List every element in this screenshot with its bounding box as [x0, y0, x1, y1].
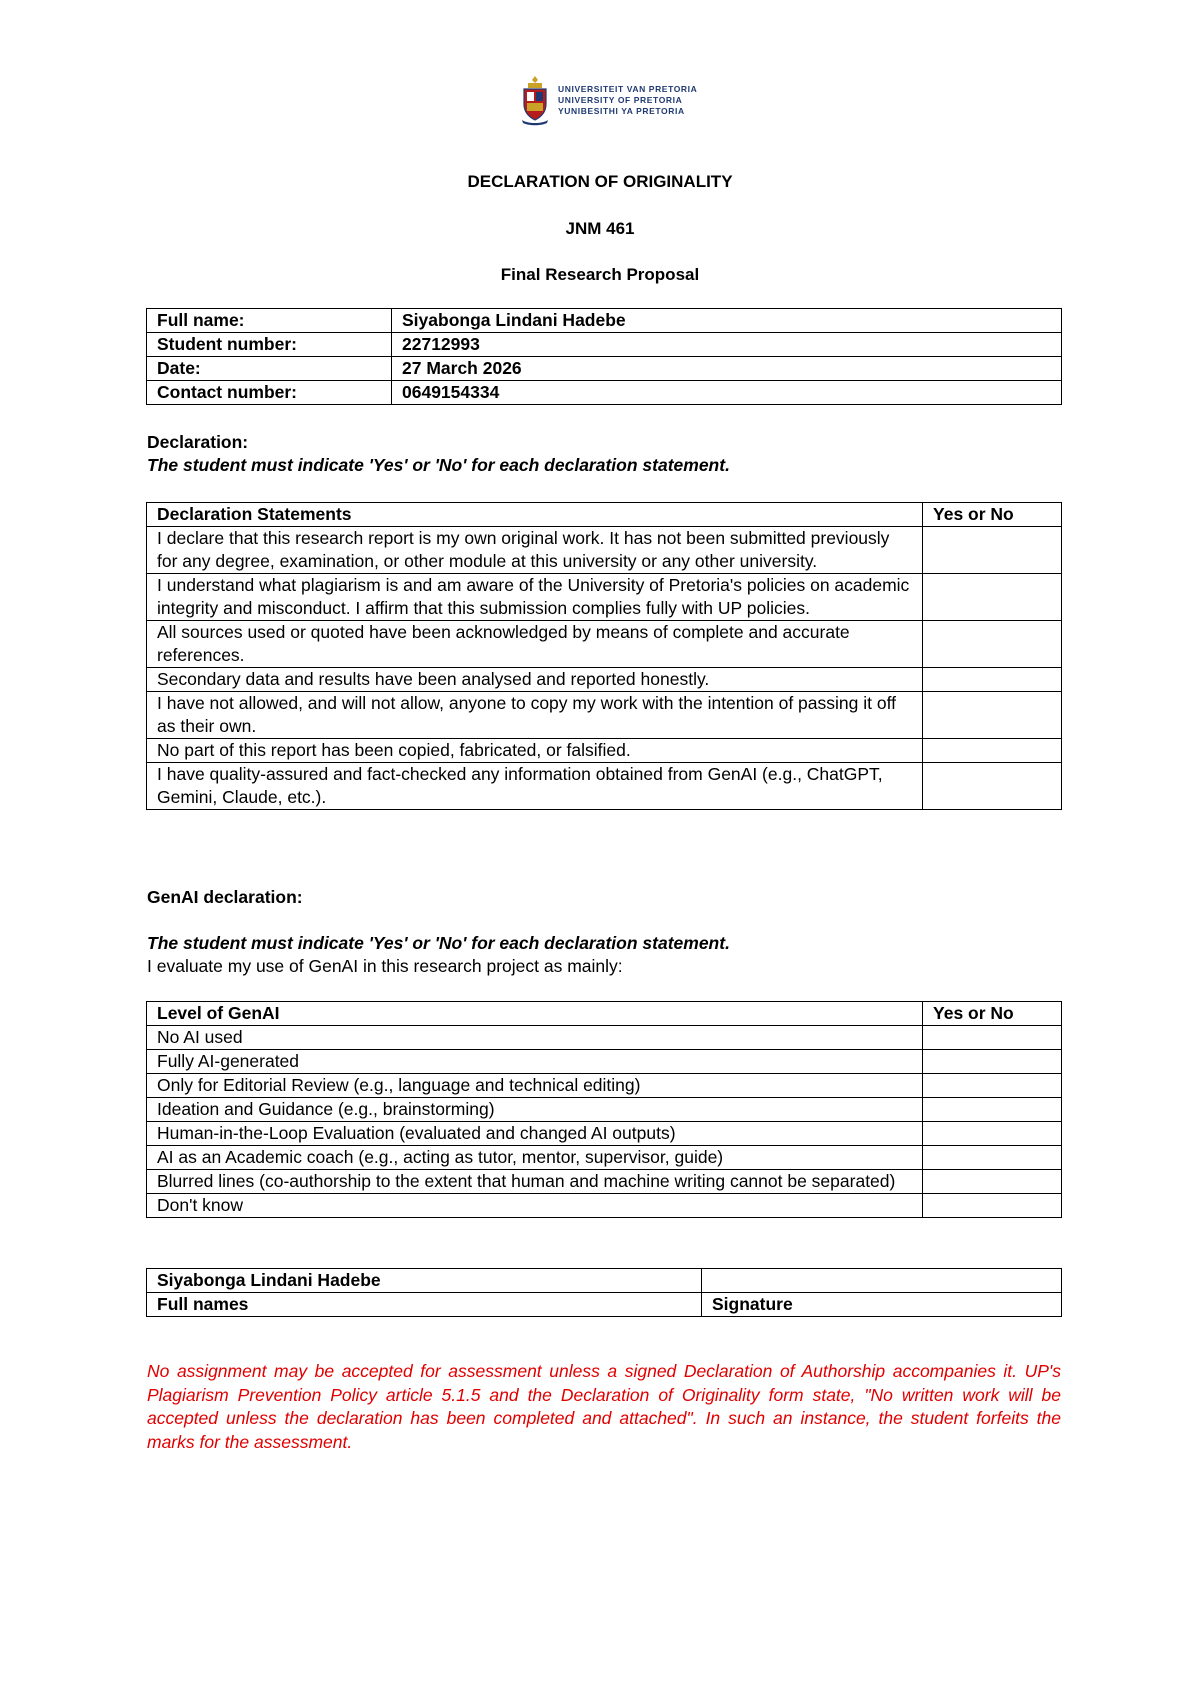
- declaration-statement: No part of this report has been copied, fabricated, or falsified.: [147, 739, 923, 763]
- genai-level: Don't know: [147, 1194, 923, 1218]
- yes-no-cell[interactable]: [923, 527, 1062, 574]
- column-header-statements: Declaration Statements: [147, 503, 923, 527]
- table-row: [147, 1050, 1062, 1074]
- table-row: [147, 309, 1062, 333]
- genai-level: AI as an Academic coach (e.g., acting as tutor, mentor, supervisor, guide): [147, 1146, 923, 1170]
- yes-no-cell[interactable]: [923, 668, 1062, 692]
- declaration-instruction: The student must indicate 'Yes' or 'No' for each declaration statement.: [147, 455, 730, 475]
- table-row: [147, 333, 1062, 357]
- table-row: [147, 1269, 1062, 1293]
- yes-no-cell[interactable]: [923, 1170, 1062, 1194]
- declaration-table: [146, 502, 1062, 810]
- table-row: [147, 1122, 1062, 1146]
- logo-line-1: UNIVERSITEIT VAN PRETORIA: [558, 83, 698, 94]
- yes-no-cell[interactable]: [923, 692, 1062, 739]
- table-header-row: [147, 503, 1062, 527]
- genai-level: Blurred lines (co-authorship to the extent that human and machine writing cannot be separated): [147, 1170, 923, 1194]
- student-info-table: [146, 308, 1062, 405]
- table-row: [147, 739, 1062, 763]
- table-row: [147, 381, 1062, 405]
- table-row: [147, 763, 1062, 810]
- table-row: [147, 668, 1062, 692]
- declaration-statement: All sources used or quoted have been acknowledged by means of complete and accurate references.: [147, 621, 923, 668]
- yes-no-cell[interactable]: [923, 1146, 1062, 1170]
- genai-level: Only for Editorial Review (e.g., language and technical editing): [147, 1074, 923, 1098]
- table-row: [147, 1293, 1062, 1317]
- genai-level: Ideation and Guidance (e.g., brainstorming): [147, 1098, 923, 1122]
- info-value[interactable]: 0649154334: [392, 381, 1062, 405]
- table-row: [147, 692, 1062, 739]
- student-full-name[interactable]: Siyabonga Lindani Hadebe: [147, 1269, 702, 1293]
- genai-prompt: I evaluate my use of GenAI in this research project as mainly:: [147, 956, 623, 976]
- info-label: Date:: [147, 357, 392, 381]
- column-header-yes-no: Yes or No: [923, 1002, 1062, 1026]
- declaration-heading: Declaration:: [147, 432, 249, 452]
- yes-no-cell[interactable]: [923, 1098, 1062, 1122]
- info-value[interactable]: 27 March 2026: [392, 357, 1062, 381]
- table-row: [147, 527, 1062, 574]
- full-names-label: Full names: [147, 1293, 702, 1317]
- logo-line-3: YUNIBESITHI YA PRETORIA: [558, 105, 685, 116]
- signature-table: [146, 1268, 1062, 1317]
- yes-no-cell[interactable]: [923, 574, 1062, 621]
- module-code: JNM 461: [565, 219, 635, 238]
- table-header-row: [147, 1002, 1062, 1026]
- declaration-statement: I declare that this research report is my own original work. It has not been submitted previously for any degree, examination, or other module at this university or any other university.: [147, 527, 923, 574]
- university-logo: [520, 74, 697, 126]
- declaration-statement: Secondary data and results have been analysed and reported honestly.: [147, 668, 923, 692]
- info-value[interactable]: Siyabonga Lindani Hadebe: [392, 309, 1062, 333]
- table-row: [147, 1098, 1062, 1122]
- declaration-statement: I have quality-assured and fact-checked any information obtained from GenAI (e.g., ChatGPT, Gemini, Claude, etc.).: [147, 763, 923, 810]
- table-row: [147, 1146, 1062, 1170]
- declaration-statement: I understand what plagiarism is and am aware of the University of Pretoria's policies on academic integrity and misconduct. I affirm that this submission complies fully with UP policies.: [147, 574, 923, 621]
- yes-no-cell[interactable]: [923, 1050, 1062, 1074]
- info-label: Contact number:: [147, 381, 392, 405]
- yes-no-cell[interactable]: [923, 1194, 1062, 1218]
- genai-level: Fully AI-generated: [147, 1050, 923, 1074]
- genai-level: No AI used: [147, 1026, 923, 1050]
- table-row: [147, 574, 1062, 621]
- table-row: [147, 1194, 1062, 1218]
- yes-no-cell[interactable]: [923, 739, 1062, 763]
- signature-field[interactable]: [702, 1269, 1062, 1293]
- page-title: DECLARATION OF ORIGINALITY: [467, 172, 733, 191]
- signature-label: Signature: [702, 1293, 1062, 1317]
- genai-heading: GenAI declaration:: [147, 887, 303, 907]
- table-row: [147, 357, 1062, 381]
- column-header-level: Level of GenAI: [147, 1002, 923, 1026]
- yes-no-cell[interactable]: [923, 1122, 1062, 1146]
- genai-instruction: The student must indicate 'Yes' or 'No' for each declaration statement.: [147, 933, 730, 953]
- plagiarism-notice: No assignment may be accepted for assessment unless a signed Declaration of Authorship accompanies it. UP's Plagiarism Prevention Policy article 5.1.5 and the Declaration of Originality form state, "No written work will be accepted unless the declaration has been completed and attached". In such an instance, the student forfeits the marks for the assessment.: [147, 1361, 1061, 1452]
- genai-level: Human-in-the-Loop Evaluation (evaluated and changed AI outputs): [147, 1122, 923, 1146]
- info-label: Student number:: [147, 333, 392, 357]
- university-crest-icon: [520, 74, 550, 126]
- table-row: [147, 1026, 1062, 1050]
- assignment-title: Final Research Proposal: [500, 265, 700, 284]
- yes-no-cell[interactable]: [923, 1074, 1062, 1098]
- declaration-statement: I have not allowed, and will not allow, anyone to copy my work with the intention of passing it off as their own.: [147, 692, 923, 739]
- info-label: Full name:: [147, 309, 392, 333]
- logo-line-2: UNIVERSITY OF PRETORIA: [558, 94, 683, 105]
- yes-no-cell[interactable]: [923, 763, 1062, 810]
- yes-no-cell[interactable]: [923, 621, 1062, 668]
- genai-level-table: [146, 1001, 1062, 1218]
- column-header-yes-no: Yes or No: [923, 503, 1062, 527]
- table-row: [147, 1170, 1062, 1194]
- info-value[interactable]: 22712993: [392, 333, 1062, 357]
- yes-no-cell[interactable]: [923, 1026, 1062, 1050]
- table-row: [147, 621, 1062, 668]
- table-row: [147, 1074, 1062, 1098]
